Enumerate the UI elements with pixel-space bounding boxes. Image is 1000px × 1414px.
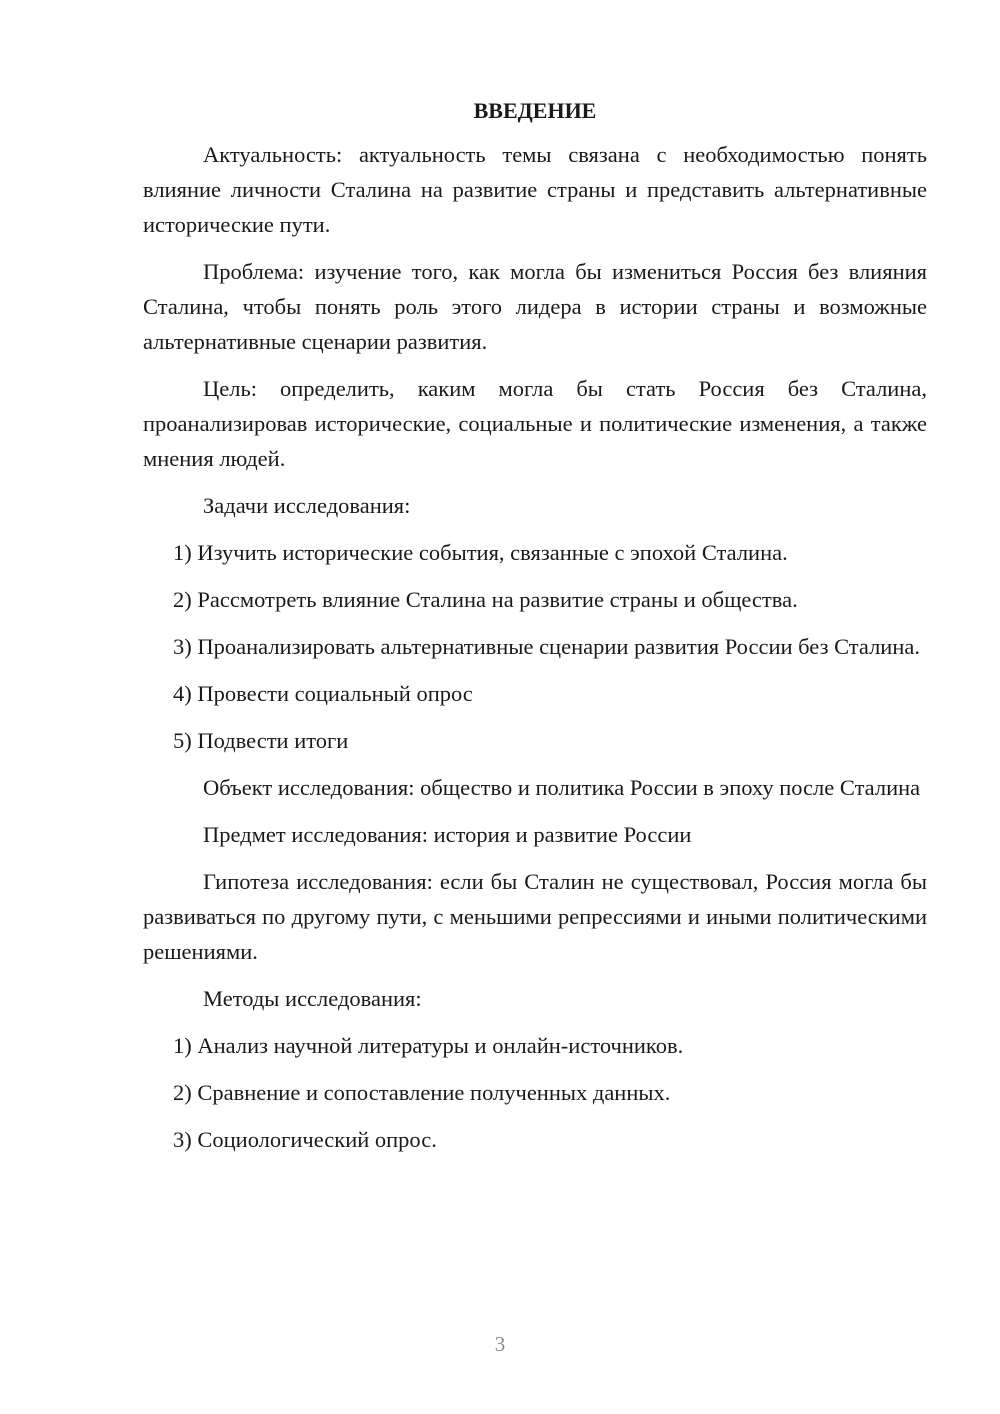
task-item: 5) Подвести итоги xyxy=(173,728,349,753)
tasks-title: Задачи исследования: xyxy=(203,493,411,518)
methods-title: Методы исследования: xyxy=(203,986,422,1011)
method-item: 3) Социологический опрос. xyxy=(173,1127,437,1152)
problem-paragraph: Проблема: изучение того, как могла бы измениться Россия без влияния Сталина, чтобы понять роль этого лидера в истории страны и возможные альтернативные сценарии развития. xyxy=(143,259,927,354)
task-item: 4) Провести социальный опрос xyxy=(173,681,473,706)
relevance-paragraph: Актуальность: актуальность темы связана с необходимостью понять влияние личности Сталина на развитие страны и представить альтернативные исторические пути. xyxy=(143,142,927,237)
page-number: 3 xyxy=(494,1332,506,1356)
method-item: 2) Сравнение и сопоставление полученных данных. xyxy=(173,1080,671,1105)
goal-paragraph: Цель: определить, каким могла бы стать Россия без Сталина, проанализировав исторические, социальные и политические изменения, а также мнения людей. xyxy=(143,376,927,471)
method-item: 1) Анализ научной литературы и онлайн-источников. xyxy=(173,1033,684,1058)
document-body xyxy=(143,92,927,1169)
task-item: 3) Проанализировать альтернативные сценарии развития России без Сталина. xyxy=(173,634,921,659)
task-item: 1) Изучить исторические события, связанные с эпохой Сталина. xyxy=(173,540,788,565)
section-heading: ВВЕДЕНИЕ xyxy=(473,98,597,123)
subject-paragraph: Предмет исследования: история и развитие России xyxy=(203,822,692,847)
task-item: 2) Рассмотреть влияние Сталина на развитие страны и общества. xyxy=(173,587,798,612)
hypothesis-paragraph: Гипотеза исследования: если бы Сталин не существовал, Россия могла бы развиваться по другому пути, с меньшими репрессиями и иными политическими решениями. xyxy=(143,869,927,964)
object-paragraph: Объект исследования: общество и политика России в эпоху после Сталина xyxy=(203,775,921,800)
